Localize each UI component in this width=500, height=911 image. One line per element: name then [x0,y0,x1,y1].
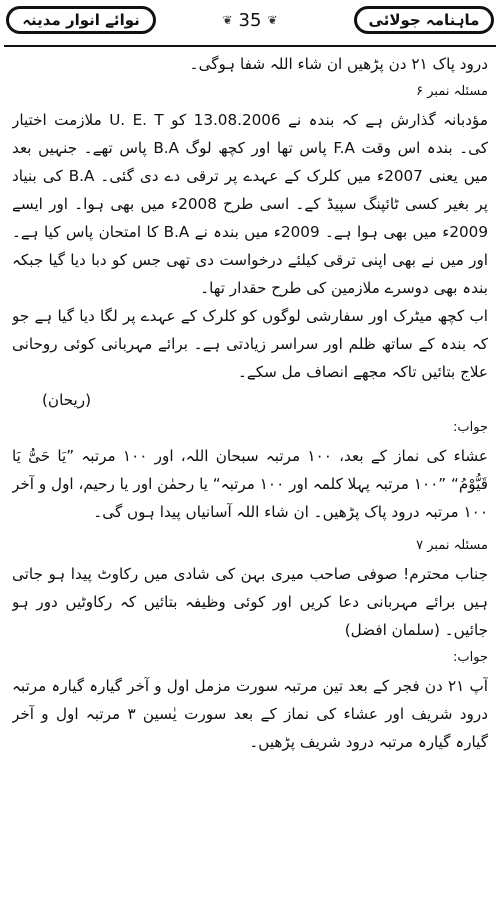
spacer [12,526,488,532]
q7-text: جناب محترم! صوفی صاحب میری بہن کی شادی میں رکاوٹ پیدا ہو جاتی ہیں برائے مہربانی دعا کریں اور کوئی وظیفہ بتائیں کہ رکاوٹیں دور ہو جائیں۔ (سلمان افضل) [12,565,488,639]
header-divider [4,45,496,47]
publication-label: نوائے انوار مدینہ [6,6,156,34]
q7-heading: مسئلہ نمبر ۷ [416,538,488,553]
q6-heading: مسئلہ نمبر ۶ [416,84,488,99]
q6-signature: (ریحان) [42,391,91,409]
magazine-issue-label: ماہنامہ جولائی [354,6,494,34]
a6-label: جواب: [453,420,488,435]
a7-text: آپ ۲۱ دن فجر کے بعد تین مرتبہ سورت مزمل اول و آخر گیارہ گیارہ مرتبہ درود شریف اور عشاء کی نماز کے بعد سورت یٰسین ۳ مرتبہ اول و آخر گیارہ گیارہ مرتبہ درود شریف پڑھیں۔ [12,677,488,751]
a6-text: عشاء کی نماز کے بعد، ۱۰۰ مرتبہ سبحان اللہ، اور ۱۰۰ مرتبہ ”یَا حَیُّ یَا قَیُّوْمُ“ ”۱۰۰ مرتبہ پہلا کلمہ اور ۱۰۰ مرتبہ“ یا رحمٰن اور یا رحیم، اول و آخر ۱۰۰ مرتبہ درود پاک پڑھیں۔ ان شاء اللہ آسانیاں پیدا ہوں گی۔ [12,447,488,521]
ornament-icon: ❦ [222,13,233,27]
a7-label: جواب: [453,650,488,665]
ornament-icon: ❦ [267,13,278,27]
page-number: 35 [238,9,262,31]
page-number-box [211,4,289,36]
page-header [6,4,494,40]
intro-tail: درود پاک ۲۱ دن پڑھیں ان شاء اللہ شفا ہوگی۔ [189,55,488,73]
q6-paragraph-1: مؤدبانہ گذارش ہے کہ بندہ نے 13.08.2006 کو U. E. T ملازمت اختیار کی۔ بندہ اس وقت F.A پاس تھا اور کچھ لوگ B.A پاس تھے۔ جنہیں بعد میں یعنی 2007ء میں کلرک کے عہدے پر ترقی دے دی گئی۔ B.A کی بنیاد پر بغیر کسی ٹائپنگ سپیڈ کے۔ اسی طرح 2008ء میں بھی ہوا۔ اور ایسے 2009ء میں بھی ہوا ہے۔ 2009ء میں بندہ نے B.A کا امتحان پاس کیا ہے۔ اور میں نے بھی اپنی ترقی کیلئے درخواست دی تھی جس کو دبا دیا گیا جبکہ بندہ بھی دوسرے ملازمین کی طرح حقدار تھا۔ [12,111,488,297]
article-body [12,50,488,910]
q6-paragraph-2: اب کچھ میٹرک اور سفارشی لوگوں کو کلرک کے عہدے پر لگا دیا گیا ہے جو کہ بندہ کے ساتھ ظلم اور سراسر زیادتی ہے۔ برائے مہربانی کوئی روحانی علاج بتائیں تاکہ مجھے انصاف مل سکے۔ [12,307,488,381]
